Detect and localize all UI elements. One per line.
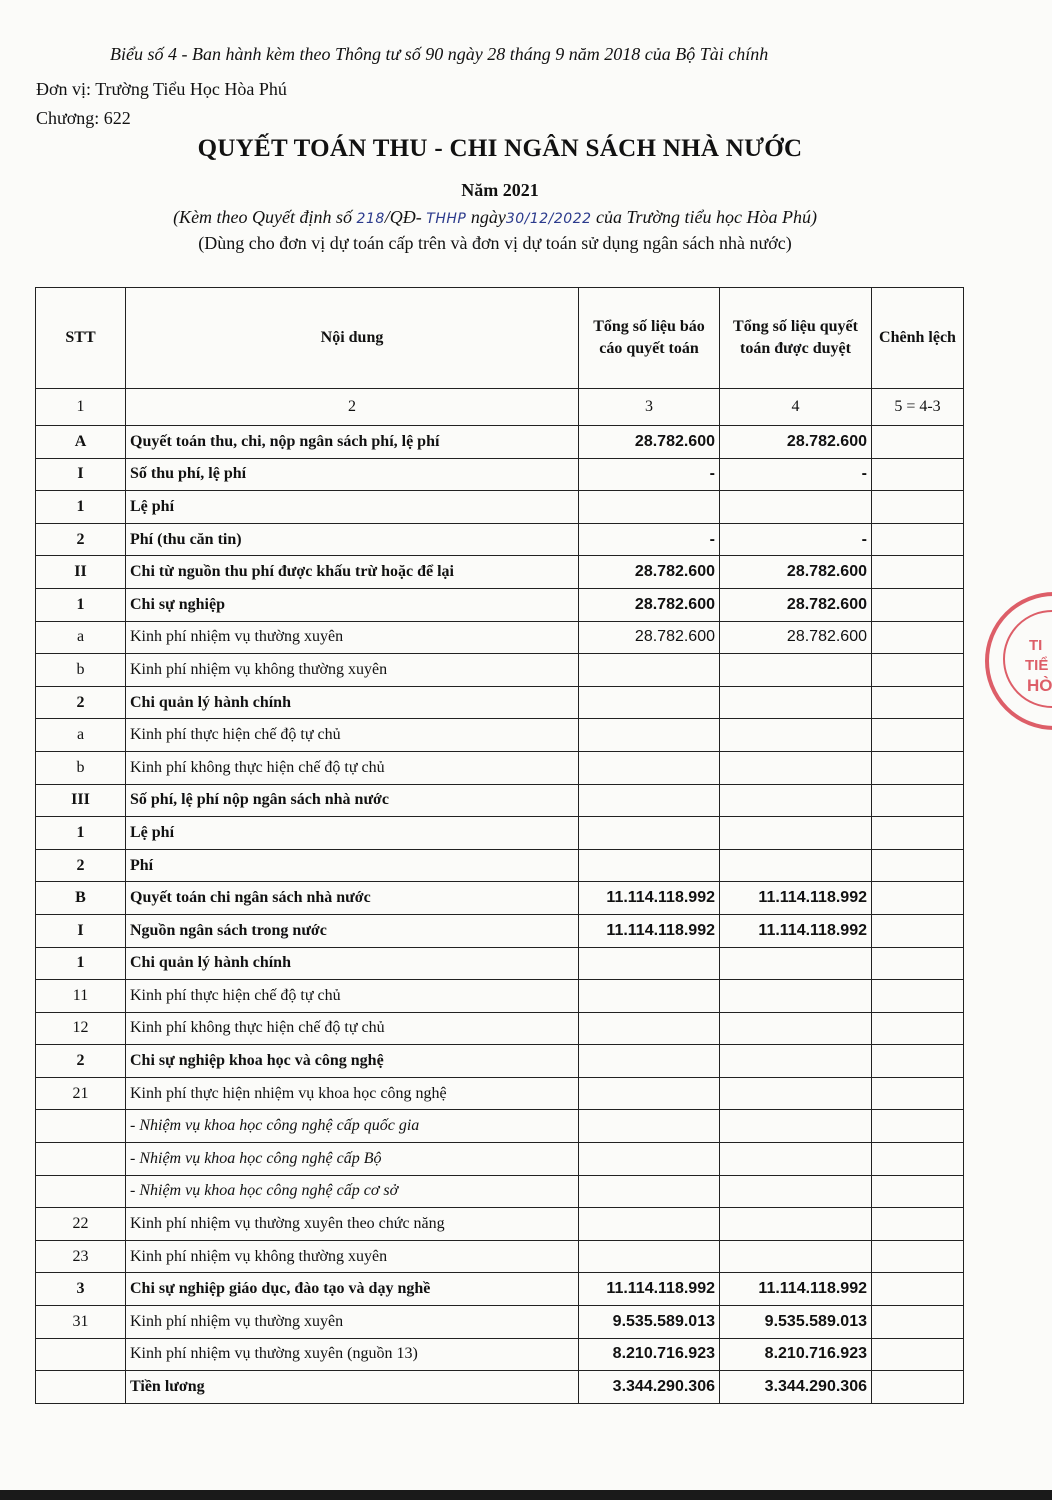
table-row (36, 654, 964, 687)
row-approved (720, 654, 872, 687)
row-diff (872, 556, 964, 589)
usage-note: (Dùng cho đơn vị dự toán cấp trên và đơn vị dự toán sử dụng ngân sách nhà nước) (198, 233, 792, 253)
row-approved: 11.114.118.992 (720, 1273, 872, 1306)
row-reported: - (579, 523, 720, 556)
row-diff (872, 784, 964, 817)
stamp-text: TI (1029, 637, 1043, 654)
row-diff (872, 426, 964, 459)
table-row (36, 1338, 964, 1371)
table-row (36, 1045, 964, 1078)
row-content: Chi quản lý hành chính (126, 947, 579, 980)
row-content: Nguồn ngân sách trong nước (126, 914, 579, 947)
row-reported: 3.344.290.306 (579, 1371, 720, 1404)
row-approved: 11.114.118.992 (720, 882, 872, 915)
row-stt: b (36, 751, 126, 784)
row-diff (872, 849, 964, 882)
row-approved (720, 817, 872, 850)
row-approved (720, 784, 872, 817)
row-approved: 8.210.716.923 (720, 1338, 872, 1371)
row-approved (720, 1208, 872, 1241)
chapter-code: Chương: 622 (36, 108, 131, 128)
table-row (36, 556, 964, 589)
legal-basis: Biểu số 4 - Ban hành kèm theo Thông tư số 90 ngày 28 tháng 9 năm 2018 của Bộ Tài chính (110, 44, 769, 64)
col-number: 4 (720, 389, 872, 426)
row-reported: - (579, 458, 720, 491)
row-content: - Nhiệm vụ khoa học công nghệ cấp quốc gia (126, 1110, 579, 1143)
row-stt: a (36, 719, 126, 752)
table-row (36, 719, 964, 752)
col-number: 2 (126, 389, 579, 426)
row-reported (579, 1143, 720, 1176)
table-body (36, 426, 964, 1404)
table-header-row (36, 288, 964, 389)
row-stt: II (36, 556, 126, 589)
table-row (36, 751, 964, 784)
attach-suffix: của Trường tiểu học Hòa Phú) (591, 207, 817, 227)
row-diff (872, 621, 964, 654)
row-diff (872, 1371, 964, 1404)
col-number: 1 (36, 389, 126, 426)
row-approved (720, 686, 872, 719)
row-approved (720, 1175, 872, 1208)
col-number: 5 = 4-3 (872, 389, 964, 426)
row-diff (872, 458, 964, 491)
row-reported (579, 1240, 720, 1273)
table-row (36, 426, 964, 459)
stamp-text: TIỂ (1025, 657, 1049, 674)
table-row (36, 458, 964, 491)
row-stt (36, 1371, 126, 1404)
row-approved: 28.782.600 (720, 556, 872, 589)
row-content: Chi sự nghiệp (126, 588, 579, 621)
col-header-reported: Tổng số liệu báo cáo quyết toán (579, 288, 720, 389)
column-number-row (36, 389, 964, 426)
row-stt: 1 (36, 588, 126, 621)
row-diff (872, 1143, 964, 1176)
decision-date: 30/12/2022 (505, 211, 592, 227)
table-row (36, 1175, 964, 1208)
row-content: Chi quản lý hành chính (126, 686, 579, 719)
row-content: Kinh phí không thực hiện chế độ tự chủ (126, 751, 579, 784)
row-content: Kinh phí thực hiện chế độ tự chủ (126, 719, 579, 752)
row-approved (720, 980, 872, 1013)
table-row (36, 784, 964, 817)
row-stt: I (36, 914, 126, 947)
row-stt: 1 (36, 947, 126, 980)
row-diff (872, 686, 964, 719)
col-header-approved: Tổng số liệu quyết toán được duyệt (720, 288, 872, 389)
row-approved: 28.782.600 (720, 426, 872, 459)
col-number: 3 (579, 389, 720, 426)
row-approved (720, 1045, 872, 1078)
table-row (36, 1012, 964, 1045)
table-row (36, 1110, 964, 1143)
table-row (36, 686, 964, 719)
row-content: - Nhiệm vụ khoa học công nghệ cấp Bộ (126, 1143, 579, 1176)
row-stt: 12 (36, 1012, 126, 1045)
row-content: Chi sự nghiệp khoa học và công nghệ (126, 1045, 579, 1078)
row-diff (872, 1240, 964, 1273)
row-diff (872, 491, 964, 524)
row-reported: 28.782.600 (579, 621, 720, 654)
row-stt: 21 (36, 1077, 126, 1110)
row-diff (872, 523, 964, 556)
table-row (36, 849, 964, 882)
row-stt: I (36, 458, 126, 491)
row-approved: 11.114.118.992 (720, 914, 872, 947)
table-row (36, 1371, 964, 1404)
row-stt: b (36, 654, 126, 687)
row-content: Kinh phí thực hiện chế độ tự chủ (126, 980, 579, 1013)
row-diff (872, 1175, 964, 1208)
row-reported (579, 784, 720, 817)
table-row (36, 980, 964, 1013)
row-approved (720, 1077, 872, 1110)
row-reported: 11.114.118.992 (579, 1273, 720, 1306)
row-diff (872, 1306, 964, 1339)
row-approved: - (720, 523, 872, 556)
row-approved: 3.344.290.306 (720, 1371, 872, 1404)
row-content: Số phí, lệ phí nộp ngân sách nhà nước (126, 784, 579, 817)
row-stt (36, 1143, 126, 1176)
row-diff (872, 1077, 964, 1110)
attachment-note (0, 207, 990, 228)
row-diff (872, 980, 964, 1013)
col-header-content: Nội dung (126, 288, 579, 389)
row-approved (720, 1012, 872, 1045)
col-header-stt: STT (36, 288, 126, 389)
row-content: Kinh phí nhiệm vụ không thường xuyên (126, 1240, 579, 1273)
table-row (36, 491, 964, 524)
row-stt: a (36, 621, 126, 654)
report-year: Năm 2021 (461, 180, 539, 200)
table-row (36, 588, 964, 621)
row-diff (872, 914, 964, 947)
row-diff (872, 947, 964, 980)
table-row (36, 817, 964, 850)
row-diff (872, 1045, 964, 1078)
stamp-text: HÒ (1027, 676, 1052, 695)
scan-edge (0, 1490, 1052, 1500)
row-diff (872, 654, 964, 687)
row-diff (872, 1273, 964, 1306)
row-reported (579, 1208, 720, 1241)
table-row (36, 914, 964, 947)
row-reported: 11.114.118.992 (579, 914, 720, 947)
row-diff (872, 588, 964, 621)
row-stt: 3 (36, 1273, 126, 1306)
row-stt: 1 (36, 491, 126, 524)
row-reported (579, 1110, 720, 1143)
row-stt: A (36, 426, 126, 459)
row-reported (579, 980, 720, 1013)
row-stt (36, 1175, 126, 1208)
row-content: Chi sự nghiệp giáo dục, đào tạo và dạy nghề (126, 1273, 579, 1306)
row-reported (579, 719, 720, 752)
row-reported (579, 751, 720, 784)
table-row (36, 621, 964, 654)
row-stt: 1 (36, 817, 126, 850)
row-stt: III (36, 784, 126, 817)
row-content: Quyết toán thu, chi, nộp ngân sách phí, lệ phí (126, 426, 579, 459)
row-content: Kinh phí nhiệm vụ thường xuyên (nguồn 13) (126, 1338, 579, 1371)
table-row (36, 882, 964, 915)
row-reported (579, 1012, 720, 1045)
row-stt: 22 (36, 1208, 126, 1241)
official-stamp (985, 592, 1052, 730)
row-stt: 11 (36, 980, 126, 1013)
table-row (36, 1143, 964, 1176)
unit-name: Đơn vị: Trường Tiểu Học Hòa Phú (36, 79, 287, 99)
row-content: Kinh phí nhiệm vụ không thường xuyên (126, 654, 579, 687)
table-row (36, 1077, 964, 1110)
row-content: Phí (126, 849, 579, 882)
row-reported (579, 1077, 720, 1110)
row-content: Lệ phí (126, 817, 579, 850)
row-diff (872, 751, 964, 784)
table-row (36, 1208, 964, 1241)
row-reported (579, 654, 720, 687)
row-content: Kinh phí không thực hiện chế độ tự chủ (126, 1012, 579, 1045)
row-reported (579, 817, 720, 850)
row-reported: 9.535.589.013 (579, 1306, 720, 1339)
row-reported: 28.782.600 (579, 588, 720, 621)
page-title: QUYẾT TOÁN THU - CHI NGÂN SÁCH NHÀ NƯỚC (197, 135, 803, 162)
table-row (36, 1240, 964, 1273)
row-stt (36, 1110, 126, 1143)
row-reported: 28.782.600 (579, 426, 720, 459)
row-approved (720, 1143, 872, 1176)
row-stt: 2 (36, 1045, 126, 1078)
table-row (36, 947, 964, 980)
row-stt: 2 (36, 849, 126, 882)
decision-code: THHP (426, 211, 467, 227)
row-approved (720, 491, 872, 524)
col-header-diff: Chênh lệch (872, 288, 964, 389)
row-diff (872, 1208, 964, 1241)
row-content: Kinh phí nhiệm vụ thường xuyên (126, 621, 579, 654)
row-content: - Nhiệm vụ khoa học công nghệ cấp cơ sở (126, 1175, 579, 1208)
row-stt: B (36, 882, 126, 915)
row-diff (872, 1338, 964, 1371)
row-diff (872, 719, 964, 752)
table-row (36, 523, 964, 556)
row-stt: 2 (36, 686, 126, 719)
attach-mid1: /QĐ- (384, 207, 427, 227)
row-reported: 28.782.600 (579, 556, 720, 589)
row-approved (720, 751, 872, 784)
row-diff (872, 882, 964, 915)
row-stt: 31 (36, 1306, 126, 1339)
row-approved: - (720, 458, 872, 491)
row-approved: 28.782.600 (720, 621, 872, 654)
row-reported (579, 1175, 720, 1208)
row-content: Quyết toán chi ngân sách nhà nước (126, 882, 579, 915)
row-reported: 11.114.118.992 (579, 882, 720, 915)
row-content: Kinh phí thực hiện nhiệm vụ khoa học công nghệ (126, 1077, 579, 1110)
row-content: Lệ phí (126, 491, 579, 524)
row-diff (872, 1012, 964, 1045)
row-reported (579, 686, 720, 719)
row-content: Phí (thu căn tin) (126, 523, 579, 556)
row-content: Kinh phí nhiệm vụ thường xuyên (126, 1306, 579, 1339)
row-approved: 28.782.600 (720, 588, 872, 621)
row-content: Chi từ nguồn thu phí được khấu trừ hoặc để lại (126, 556, 579, 589)
row-approved (720, 1110, 872, 1143)
row-content: Tiền lương (126, 1371, 579, 1404)
row-stt (36, 1338, 126, 1371)
table-row (36, 1306, 964, 1339)
attach-mid2: ngày (466, 207, 506, 227)
attach-prefix: (Kèm theo Quyết định số (173, 207, 357, 227)
decision-number: 218 (356, 211, 385, 227)
row-diff (872, 1110, 964, 1143)
row-content: Số thu phí, lệ phí (126, 458, 579, 491)
row-diff (872, 817, 964, 850)
row-reported (579, 849, 720, 882)
row-reported: 8.210.716.923 (579, 1338, 720, 1371)
table-row (36, 1273, 964, 1306)
row-reported (579, 491, 720, 524)
row-content: Kinh phí nhiệm vụ thường xuyên theo chức năng (126, 1208, 579, 1241)
settlement-table (35, 287, 964, 1404)
row-approved: 9.535.589.013 (720, 1306, 872, 1339)
row-reported (579, 947, 720, 980)
row-approved (720, 1240, 872, 1273)
row-approved (720, 947, 872, 980)
row-approved (720, 849, 872, 882)
row-stt: 23 (36, 1240, 126, 1273)
row-stt: 2 (36, 523, 126, 556)
row-reported (579, 1045, 720, 1078)
row-approved (720, 719, 872, 752)
